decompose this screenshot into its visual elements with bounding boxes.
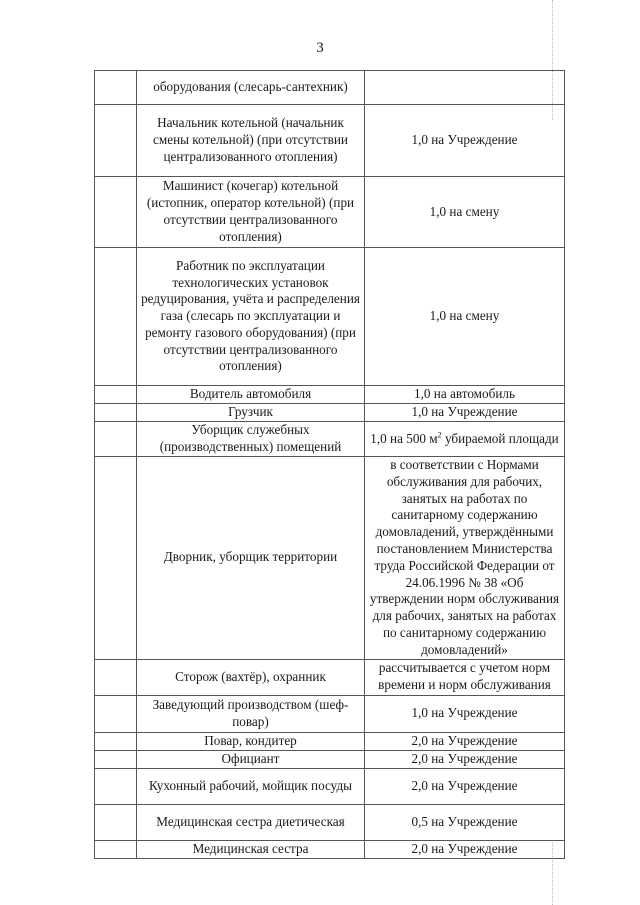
table-row: [95, 71, 565, 105]
position-cell: Медицинская сестра: [137, 840, 365, 858]
norm-cell: 2,0 на Учреждение: [365, 750, 565, 768]
table-row: [95, 804, 565, 840]
table-row: [95, 732, 565, 750]
table-row: [95, 659, 565, 695]
position-cell: Медицинская сестра диетическая: [137, 804, 365, 840]
number-cell: [95, 248, 137, 386]
norm-cell: 1,0 на Учреждение: [365, 404, 565, 422]
norm-cell: в соответствии с Нормами обслуживания для рабочих, занятых на работах по санитарному содержанию домовладений, утверждёнными постановлением Министерства труда Российской Федерации от 24.06.1996 № 38 «Об утверждении норм обслуживания для рабочих, занятых на работах по санитарному содержанию домовладений»: [365, 457, 565, 660]
table-row: [95, 750, 565, 768]
norm-cell: 2,0 на Учреждение: [365, 768, 565, 804]
number-cell: [95, 71, 137, 105]
norm-cell: 1,0 на автомобиль: [365, 386, 565, 404]
table-row: [95, 248, 565, 386]
norm-cell: 2,0 на Учреждение: [365, 840, 565, 858]
number-cell: [95, 659, 137, 695]
number-cell: [95, 105, 137, 177]
number-cell: [95, 804, 137, 840]
table-row: [95, 457, 565, 660]
table-row: [95, 386, 565, 404]
page-number: 3: [316, 40, 324, 56]
table-row: [95, 422, 565, 457]
norm-cell: 1,0 на смену: [365, 248, 565, 386]
number-cell: [95, 177, 137, 248]
position-cell: Уборщик служебных (производственных) помещений: [137, 422, 365, 457]
number-cell: [95, 840, 137, 858]
number-cell: [95, 422, 137, 457]
table-row: [95, 404, 565, 422]
table-row: [95, 840, 565, 858]
position-cell: Кухонный рабочий, мойщик посуды: [137, 768, 365, 804]
position-cell: Повар, кондитер: [137, 732, 365, 750]
norm-cell: 0,5 на Учреждение: [365, 804, 565, 840]
number-cell: [95, 732, 137, 750]
table-row: [95, 695, 565, 732]
number-cell: [95, 404, 137, 422]
norm-cell: [365, 71, 565, 105]
norm-text: 1,0 на 500 м: [370, 430, 438, 446]
norm-cell: 1,0 на Учреждение: [365, 695, 565, 732]
position-cell: Сторож (вахтёр), охранник: [137, 659, 365, 695]
position-cell: Официант: [137, 750, 365, 768]
position-cell: Машинист (кочегар) котельной (истопник, оператор котельной) (при отсутствии централизованного отопления): [137, 177, 365, 248]
number-cell: [95, 750, 137, 768]
number-cell: [95, 386, 137, 404]
staffing-norms-table: [94, 70, 565, 859]
position-cell: оборудования (слесарь-сантехник): [137, 71, 365, 105]
norm-cell: [365, 422, 565, 457]
table-row: [95, 105, 565, 177]
norm-cell: 1,0 на смену: [365, 177, 565, 248]
number-cell: [95, 457, 137, 660]
norm-text-suffix: убираемой площади: [441, 430, 559, 446]
position-cell: Начальник котельной (начальник смены котельной) (при отсутствии централизованного отопления): [137, 105, 365, 177]
number-cell: [95, 768, 137, 804]
position-cell: Дворник, уборщик территории: [137, 457, 365, 660]
position-cell: Водитель автомобиля: [137, 386, 365, 404]
square-superscript: 2: [437, 430, 442, 440]
position-cell: Грузчик: [137, 404, 365, 422]
table-row: [95, 768, 565, 804]
position-cell: Заведующий производством (шеф-повар): [137, 695, 365, 732]
position-cell: Работник по эксплуатации технологических установок редуцирования, учёта и распределения газа (слесарь по эксплуатации и ремонту газового оборудования) (при отсутствии централизованного отопления): [137, 248, 365, 386]
norm-cell: 2,0 на Учреждение: [365, 732, 565, 750]
norm-cell: 1,0 на Учреждение: [365, 105, 565, 177]
number-cell: [95, 695, 137, 732]
norm-cell: рассчитывается с учетом норм времени и норм обслуживания: [365, 659, 565, 695]
table-row: [95, 177, 565, 248]
